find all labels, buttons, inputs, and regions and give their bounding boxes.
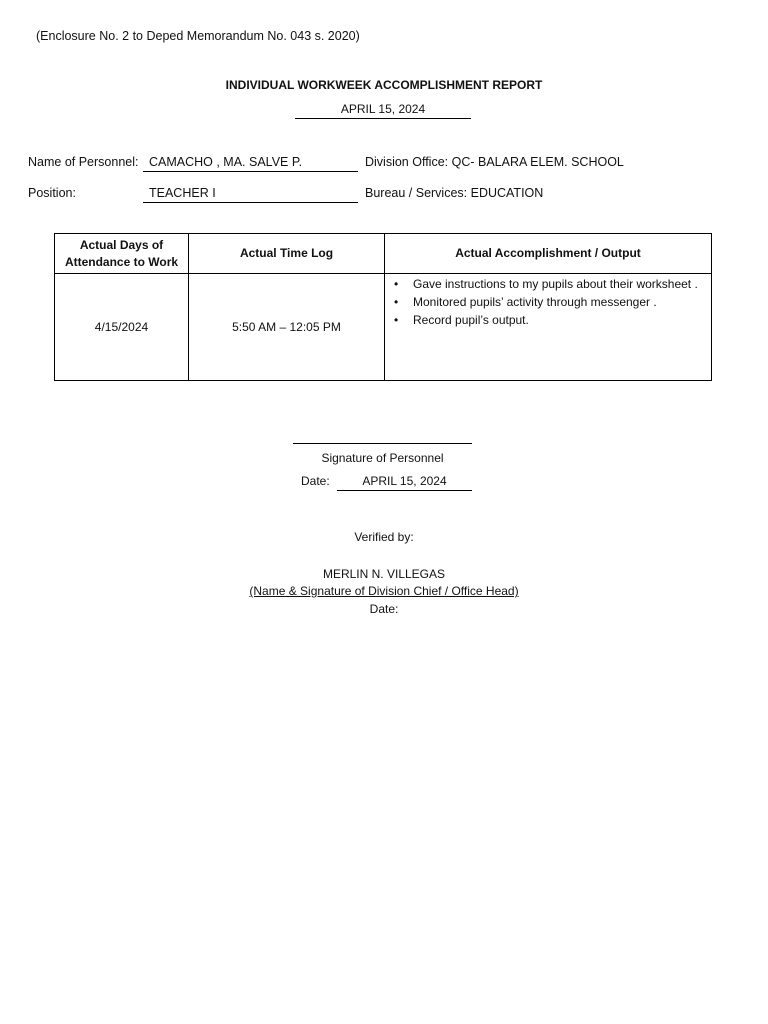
bullet-icon: • (394, 277, 399, 291)
report-title: INDIVIDUAL WORKWEEK ACCOMPLISHMENT REPORT (225, 78, 543, 92)
list-item (394, 312, 703, 328)
position-label: Position: (28, 186, 76, 200)
accomplishment-table (54, 233, 712, 381)
header-time-log: Actual Time Log (189, 234, 385, 274)
accomplishment-cell (385, 274, 712, 381)
header-accomplishment: Actual Accomplishment / Output (385, 234, 712, 274)
attendance-date-cell: 4/15/2024 (55, 274, 189, 381)
accomplishment-text: Monitored pupils’ activity through messenger . (413, 295, 657, 309)
table-header-row (55, 234, 712, 274)
report-date: APRIL 15, 2024 (295, 102, 471, 119)
accomplishment-text: Gave instructions to my pupils about their worksheet . (413, 277, 698, 291)
bureau-services-label: Bureau / Services: EDUCATION (365, 186, 544, 200)
signature-label: Signature of Personnel (321, 451, 444, 465)
header-attendance-days: Actual Days of Attendance to Work (55, 234, 189, 274)
bullet-icon: • (394, 313, 399, 327)
list-item (394, 294, 703, 310)
table-row (55, 274, 712, 381)
verified-by-label: Verified by: (354, 530, 414, 544)
verifier-role: (Name & Signature of Division Chief / Office Head) (249, 584, 519, 598)
bullet-icon: • (394, 295, 399, 309)
division-office-label: Division Office: QC- BALARA ELEM. SCHOOL (365, 155, 624, 169)
personnel-name-label: Name of Personnel: (28, 155, 139, 169)
signature-date-field: APRIL 15, 2024 (337, 474, 472, 491)
list-item (394, 276, 703, 292)
signature-date-label: Date: (301, 474, 330, 488)
enclosure-note: (Enclosure No. 2 to Deped Memorandum No. 043 s. 2020) (36, 29, 360, 43)
verifier-name: MERLIN N. VILLEGAS (322, 567, 446, 581)
accomplishment-list (394, 276, 703, 328)
personnel-name-field: CAMACHO , MA. SALVE P. (143, 155, 358, 172)
signature-line (293, 443, 472, 444)
accomplishment-text: Record pupil’s output. (413, 313, 529, 327)
time-log-cell: 5:50 AM – 12:05 PM (189, 274, 385, 381)
position-field: TEACHER I (143, 186, 358, 203)
verifier-date-label: Date: (369, 602, 399, 616)
